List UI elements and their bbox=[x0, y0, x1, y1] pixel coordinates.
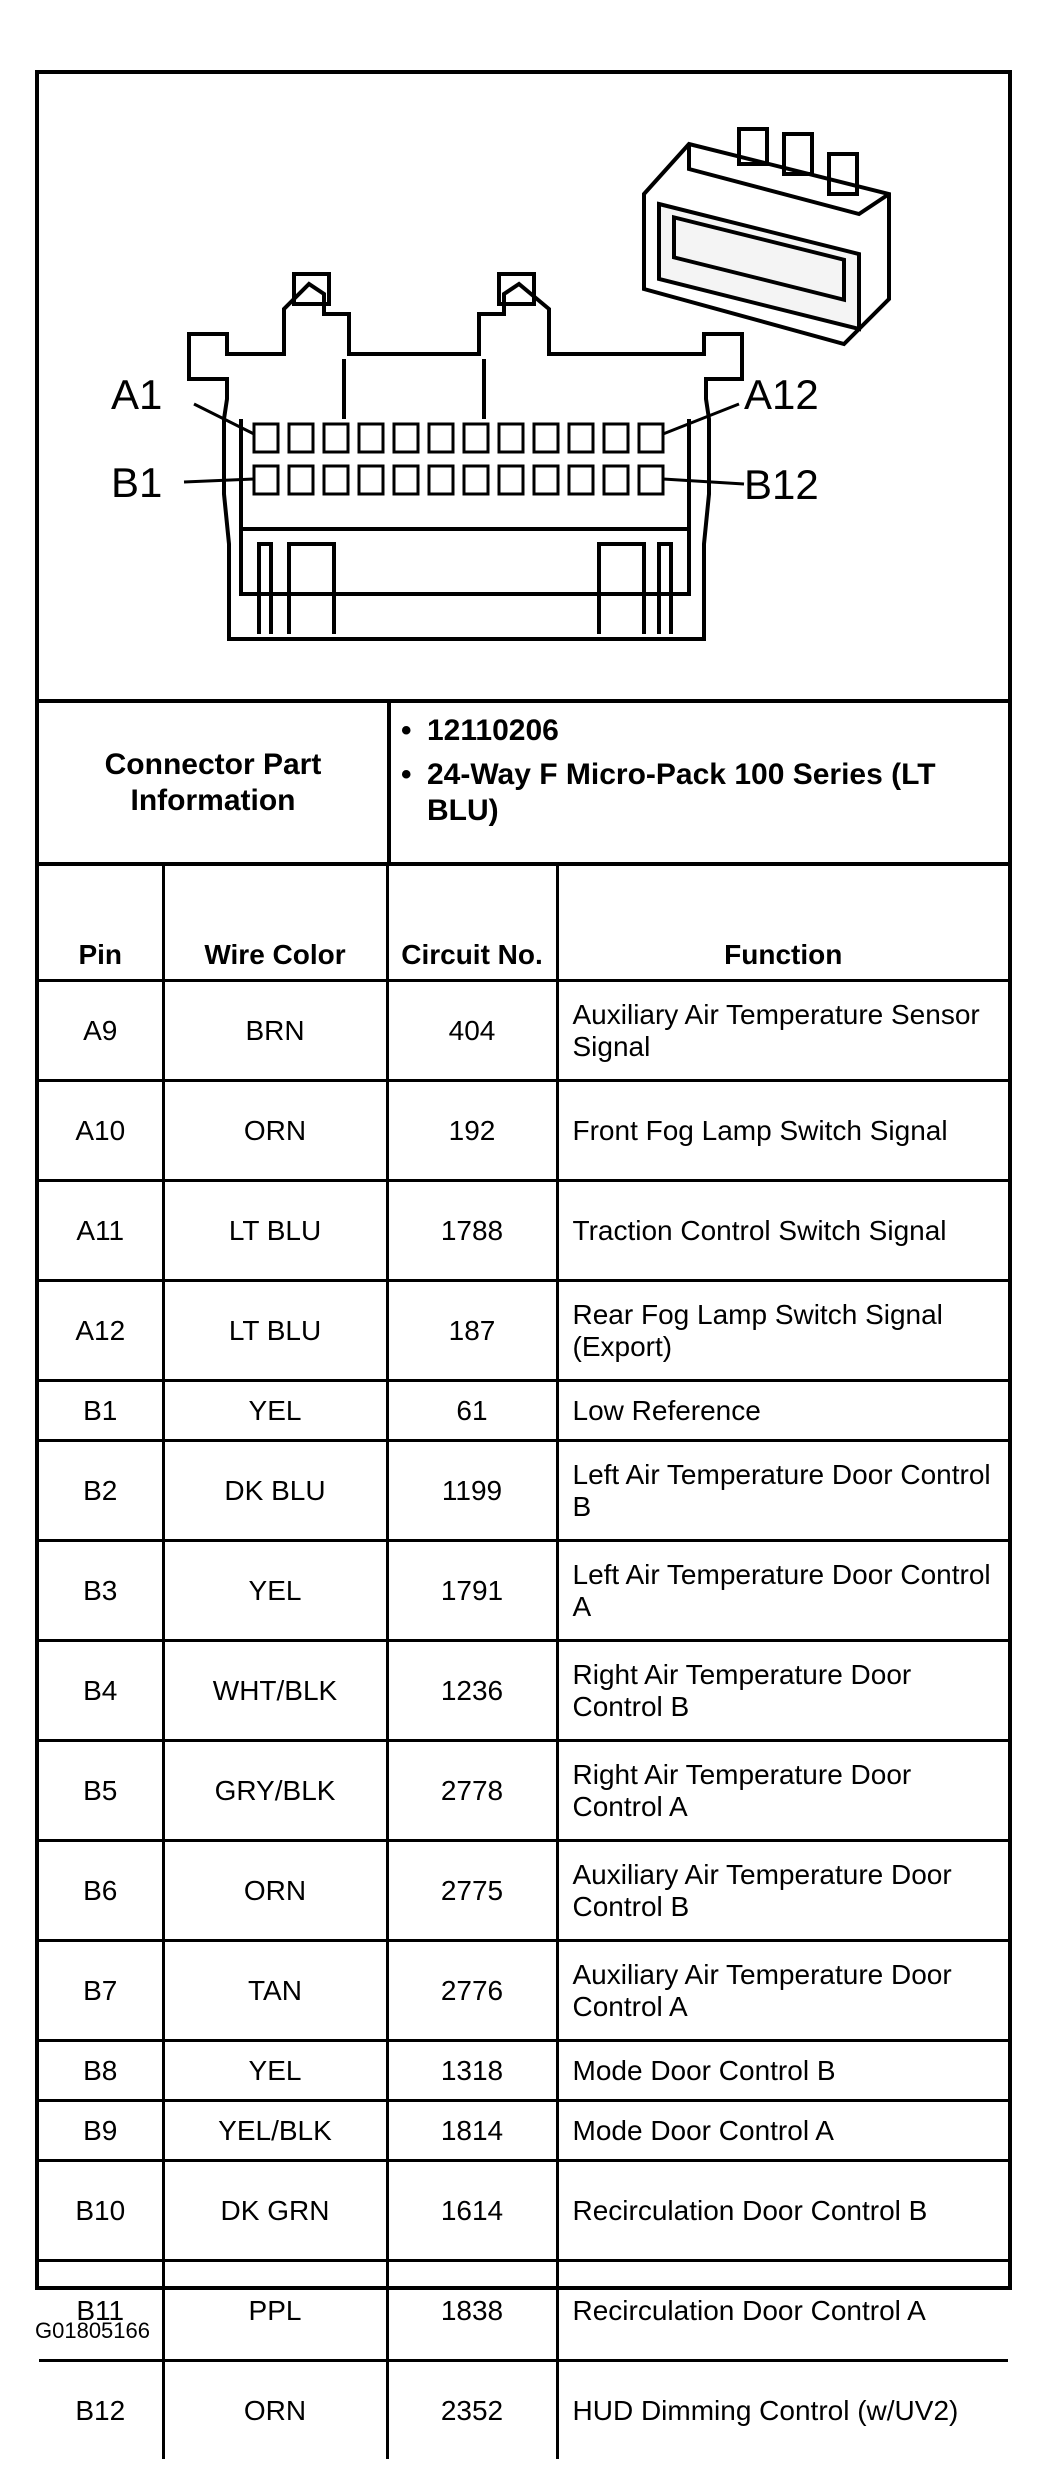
cell-circuit-no: 1199 bbox=[387, 1441, 557, 1541]
cell-pin: B11 bbox=[39, 2261, 163, 2361]
cell-function: Left Air Temperature Door Control A bbox=[557, 1541, 1008, 1641]
cell-wire-color: ORN bbox=[163, 1081, 387, 1181]
table-row bbox=[39, 1741, 1008, 1841]
cell-wire-color: LT BLU bbox=[163, 1281, 387, 1381]
cell-circuit-no: 2352 bbox=[387, 2361, 557, 2460]
table-row bbox=[39, 1541, 1008, 1641]
cell-pin: B4 bbox=[39, 1641, 163, 1741]
cell-wire-color: ORN bbox=[163, 2361, 387, 2460]
cell-pin: A12 bbox=[39, 1281, 163, 1381]
cell-wire-color: ORN bbox=[163, 1841, 387, 1941]
header-circuit-no: Circuit No. bbox=[387, 866, 557, 981]
table-row bbox=[39, 1441, 1008, 1541]
pin-grid bbox=[254, 424, 663, 494]
connector-3d-view bbox=[644, 129, 889, 344]
cell-pin: B10 bbox=[39, 2161, 163, 2261]
table-row bbox=[39, 1381, 1008, 1441]
cell-circuit-no: 1814 bbox=[387, 2101, 557, 2161]
cell-circuit-no: 2776 bbox=[387, 1941, 557, 2041]
connector-info-label: Connector Part Information bbox=[39, 703, 391, 862]
bullet-icon: • bbox=[401, 758, 412, 791]
cell-wire-color: DK BLU bbox=[163, 1441, 387, 1541]
pin-label-a1: A1 bbox=[111, 371, 163, 418]
table-row bbox=[39, 1841, 1008, 1941]
header-pin: Pin bbox=[39, 866, 163, 981]
cell-wire-color: GRY/BLK bbox=[163, 1741, 387, 1841]
table-row bbox=[39, 1181, 1008, 1281]
cell-circuit-no: 1318 bbox=[387, 2041, 557, 2101]
cell-function: Rear Fog Lamp Switch Signal (Export) bbox=[557, 1281, 1008, 1381]
cell-wire-color: YEL bbox=[163, 2041, 387, 2101]
cell-pin: B6 bbox=[39, 1841, 163, 1941]
cell-wire-color: YEL bbox=[163, 1381, 387, 1441]
cell-function: Low Reference bbox=[557, 1381, 1008, 1441]
header-wire-color: Wire Color bbox=[163, 866, 387, 981]
cell-pin: A11 bbox=[39, 1181, 163, 1281]
cell-function: HUD Dimming Control (w/UV2) bbox=[557, 2361, 1008, 2460]
pinout-table bbox=[39, 866, 1008, 2459]
cell-function: Front Fog Lamp Switch Signal bbox=[557, 1081, 1008, 1181]
cell-circuit-no: 1614 bbox=[387, 2161, 557, 2261]
table-row bbox=[39, 1641, 1008, 1741]
table-header-row bbox=[39, 866, 1008, 981]
cell-function: Auxiliary Air Temperature Sensor Signal bbox=[557, 981, 1008, 1081]
cell-wire-color: PPL bbox=[163, 2261, 387, 2361]
table-row bbox=[39, 1081, 1008, 1181]
table-row bbox=[39, 2101, 1008, 2161]
cell-function: Recirculation Door Control A bbox=[557, 2261, 1008, 2361]
cell-pin: B2 bbox=[39, 1441, 163, 1541]
cell-wire-color: YEL/BLK bbox=[163, 2101, 387, 2161]
cell-function: Mode Door Control A bbox=[557, 2101, 1008, 2161]
pin-label-b1: B1 bbox=[111, 459, 163, 506]
connector-info-item: • 24-Way F Micro-Pack 100 Series (LT BLU) bbox=[401, 758, 936, 827]
table-row bbox=[39, 2041, 1008, 2101]
header-function: Function bbox=[557, 866, 1008, 981]
cell-circuit-no: 1788 bbox=[387, 1181, 557, 1281]
cell-wire-color: BRN bbox=[163, 981, 387, 1081]
cell-circuit-no: 404 bbox=[387, 981, 557, 1081]
connector-face-view bbox=[189, 274, 742, 639]
cell-pin: B5 bbox=[39, 1741, 163, 1841]
cell-wire-color: LT BLU bbox=[163, 1181, 387, 1281]
pin-label-a12: A12 bbox=[744, 371, 819, 418]
cell-pin: B1 bbox=[39, 1381, 163, 1441]
cell-wire-color: YEL bbox=[163, 1541, 387, 1641]
cell-pin: B9 bbox=[39, 2101, 163, 2161]
cell-function: Left Air Temperature Door Control B bbox=[557, 1441, 1008, 1541]
figure-id: G01805166 bbox=[35, 2318, 150, 2343]
cell-pin: B8 bbox=[39, 2041, 163, 2101]
cell-circuit-no: 61 bbox=[387, 1381, 557, 1441]
table-row bbox=[39, 2161, 1008, 2261]
connector-info-list bbox=[401, 713, 1001, 837]
cell-pin: B7 bbox=[39, 1941, 163, 2041]
cell-circuit-no: 187 bbox=[387, 1281, 557, 1381]
cell-function: Right Air Temperature Door Control B bbox=[557, 1641, 1008, 1741]
cell-pin: B3 bbox=[39, 1541, 163, 1641]
cell-circuit-no: 1791 bbox=[387, 1541, 557, 1641]
cell-wire-color: DK GRN bbox=[163, 2161, 387, 2261]
table-row bbox=[39, 2361, 1008, 2460]
cell-circuit-no: 192 bbox=[387, 1081, 557, 1181]
cell-circuit-no: 2775 bbox=[387, 1841, 557, 1941]
cell-pin: B12 bbox=[39, 2361, 163, 2460]
connector-info-item: • 12110206 bbox=[401, 714, 559, 747]
table-row bbox=[39, 1281, 1008, 1381]
cell-function: Mode Door Control B bbox=[557, 2041, 1008, 2101]
connector-diagram bbox=[39, 74, 1008, 703]
cell-circuit-no: 1838 bbox=[387, 2261, 557, 2361]
cell-pin: A9 bbox=[39, 981, 163, 1081]
cell-function: Traction Control Switch Signal bbox=[557, 1181, 1008, 1281]
bullet-icon: • bbox=[401, 714, 412, 747]
cell-function: Right Air Temperature Door Control A bbox=[557, 1741, 1008, 1841]
cell-wire-color: TAN bbox=[163, 1941, 387, 2041]
cell-function: Auxiliary Air Temperature Door Control A bbox=[557, 1941, 1008, 2041]
cell-circuit-no: 2778 bbox=[387, 1741, 557, 1841]
cell-circuit-no: 1236 bbox=[387, 1641, 557, 1741]
cell-function: Auxiliary Air Temperature Door Control B bbox=[557, 1841, 1008, 1941]
connector-face-drawing bbox=[39, 74, 1008, 699]
cell-wire-color: WHT/BLK bbox=[163, 1641, 387, 1741]
table-row bbox=[39, 1941, 1008, 2041]
connector-part-info bbox=[39, 703, 1008, 866]
cell-pin: A10 bbox=[39, 1081, 163, 1181]
pin-label-b12: B12 bbox=[744, 461, 819, 508]
cell-function: Recirculation Door Control B bbox=[557, 2161, 1008, 2261]
table-row bbox=[39, 981, 1008, 1081]
table-row bbox=[39, 2261, 1008, 2361]
